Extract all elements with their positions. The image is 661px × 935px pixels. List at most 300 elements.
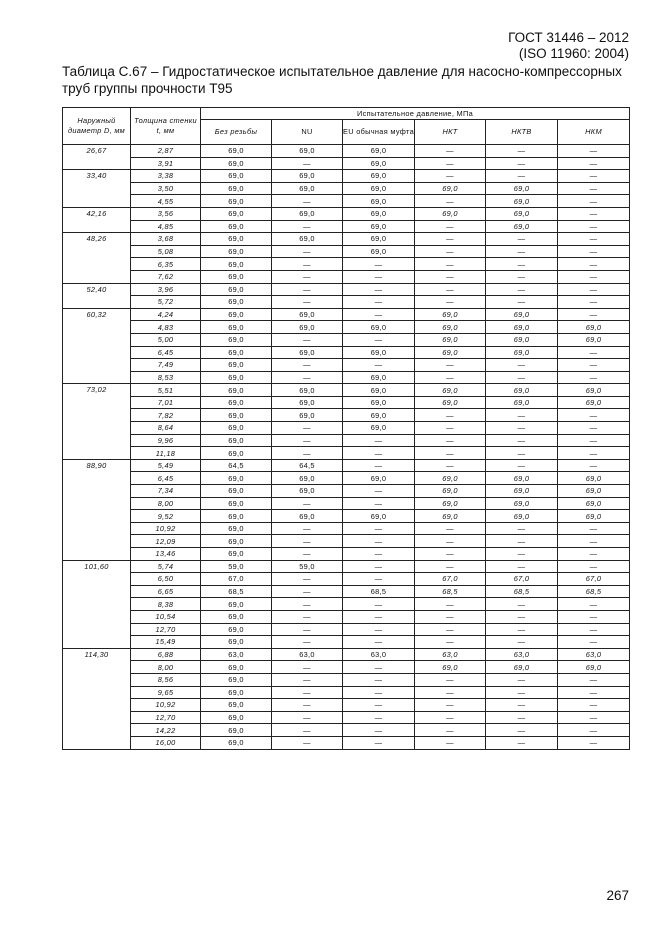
pressure-value-cell: —	[486, 157, 558, 170]
pressure-value-cell: 69,0	[201, 686, 272, 699]
table-row	[63, 548, 630, 561]
pressure-value-cell: 69,0	[201, 610, 272, 623]
pressure-value-cell: —	[343, 535, 415, 548]
outer-diameter-cell: 101,60	[63, 560, 131, 648]
table-title: Таблица С.67 – Гидростатическое испытательное давление для насосно-компрессорных труб группы прочности Т95	[62, 64, 622, 96]
pressure-value-cell: —	[558, 145, 630, 158]
pressure-value-cell: 69,0	[201, 258, 272, 271]
table-row	[63, 396, 630, 409]
pressure-value-cell: —	[486, 686, 558, 699]
wall-thickness-cell: 7,34	[131, 485, 201, 498]
table-row	[63, 422, 630, 435]
pressure-value-cell: —	[415, 623, 486, 636]
table-row	[63, 623, 630, 636]
pressure-value-cell: —	[343, 459, 415, 472]
pressure-value-cell: —	[343, 673, 415, 686]
pressure-value-cell: —	[415, 409, 486, 422]
pressure-value-cell: —	[415, 296, 486, 309]
pressure-value-cell: —	[415, 636, 486, 649]
pressure-value-cell: —	[486, 145, 558, 158]
pressure-value-cell: —	[486, 610, 558, 623]
pressure-value-cell: —	[558, 170, 630, 183]
wall-thickness-cell: 10,54	[131, 610, 201, 623]
table-row	[63, 485, 630, 498]
header-pressure-col: Без резьбы	[201, 120, 272, 145]
pressure-value-cell: 69,0	[201, 497, 272, 510]
pressure-value-cell: 69,0	[558, 497, 630, 510]
pressure-value-cell: —	[415, 736, 486, 749]
table-row	[63, 145, 630, 158]
pressure-value-cell: —	[343, 610, 415, 623]
pressure-value-cell: 69,0	[343, 409, 415, 422]
pressure-value-cell: 69,0	[201, 485, 272, 498]
pressure-value-cell: —	[415, 724, 486, 737]
pressure-value-cell: 69,0	[415, 661, 486, 674]
pressure-value-cell: —	[486, 296, 558, 309]
pressure-value-cell: —	[343, 434, 415, 447]
pressure-value-cell: 69,0	[201, 548, 272, 561]
pressure-value-cell: 69,0	[201, 182, 272, 195]
table-row	[63, 308, 630, 321]
iso-reference: (ISO 11960: 2004)	[518, 46, 629, 61]
header-pressure-col: НКМ	[558, 120, 630, 145]
pressure-value-cell: —	[272, 283, 343, 296]
table-row	[63, 195, 630, 208]
pressure-value-cell: —	[486, 258, 558, 271]
pressure-value-cell: —	[343, 296, 415, 309]
pressure-value-cell: —	[486, 623, 558, 636]
pressure-value-cell: —	[558, 636, 630, 649]
pressure-value-cell: —	[415, 673, 486, 686]
outer-diameter-cell: 52,40	[63, 283, 131, 308]
pressure-value-cell: 67,0	[558, 573, 630, 586]
table-row	[63, 510, 630, 523]
pressure-value-cell: —	[415, 699, 486, 712]
pressure-value-cell: 69,0	[201, 711, 272, 724]
pressure-value-cell: —	[343, 308, 415, 321]
pressure-value-cell: 69,0	[201, 472, 272, 485]
pressure-value-cell: —	[415, 434, 486, 447]
pressure-value-cell: 69,0	[272, 308, 343, 321]
pressure-value-cell: 69,0	[415, 384, 486, 397]
pressure-value-cell: —	[558, 434, 630, 447]
wall-thickness-cell: 4,83	[131, 321, 201, 334]
pressure-value-cell: —	[272, 699, 343, 712]
pressure-value-cell: —	[272, 195, 343, 208]
pressure-value-cell: 68,5	[415, 585, 486, 598]
table-row	[63, 207, 630, 220]
pressure-value-cell: 69,0	[201, 661, 272, 674]
pressure-value-cell: —	[486, 736, 558, 749]
pressure-value-cell: —	[486, 598, 558, 611]
pressure-value-cell: 59,0	[272, 560, 343, 573]
pressure-value-cell: —	[272, 585, 343, 598]
pressure-value-cell: 69,0	[201, 321, 272, 334]
pressure-value-cell: —	[558, 598, 630, 611]
pressure-value-cell: —	[272, 258, 343, 271]
pressure-value-cell: —	[486, 673, 558, 686]
pressure-value-cell: 69,0	[272, 182, 343, 195]
wall-thickness-cell: 8,56	[131, 673, 201, 686]
pressure-value-cell: —	[415, 233, 486, 246]
wall-thickness-cell: 13,46	[131, 548, 201, 561]
pressure-value-cell: 69,0	[272, 472, 343, 485]
pressure-value-cell: —	[415, 686, 486, 699]
pressure-value-cell: 69,0	[415, 346, 486, 359]
pressure-value-cell: —	[415, 371, 486, 384]
wall-thickness-cell: 4,85	[131, 220, 201, 233]
pressure-value-cell: —	[415, 145, 486, 158]
pressure-value-cell: —	[558, 182, 630, 195]
wall-thickness-cell: 10,92	[131, 522, 201, 535]
wall-thickness-cell: 6,35	[131, 258, 201, 271]
pressure-value-cell: —	[343, 497, 415, 510]
wall-thickness-cell: 7,82	[131, 409, 201, 422]
table-row	[63, 270, 630, 283]
pressure-value-cell: —	[486, 245, 558, 258]
table-row	[63, 724, 630, 737]
table-row	[63, 522, 630, 535]
pressure-value-cell: —	[486, 434, 558, 447]
table-row	[63, 610, 630, 623]
wall-thickness-cell: 8,53	[131, 371, 201, 384]
pressure-value-cell: 69,0	[343, 321, 415, 334]
pressure-value-cell: —	[415, 535, 486, 548]
pressure-value-cell: —	[272, 220, 343, 233]
wall-thickness-cell: 8,38	[131, 598, 201, 611]
pressure-value-cell: —	[272, 522, 343, 535]
table-row	[63, 434, 630, 447]
wall-thickness-cell: 3,38	[131, 170, 201, 183]
pressure-value-cell: 69,0	[201, 396, 272, 409]
pressure-value-cell: 69,0	[486, 346, 558, 359]
table-row	[63, 245, 630, 258]
table-row	[63, 497, 630, 510]
header-wall-thickness: Толщина стенки t, мм	[131, 108, 201, 145]
pressure-value-cell: —	[343, 485, 415, 498]
pressure-value-cell: —	[343, 661, 415, 674]
pressure-value-cell: 69,0	[272, 346, 343, 359]
pressure-value-cell: 69,0	[343, 195, 415, 208]
pressure-value-cell: —	[558, 736, 630, 749]
pressure-value-cell: 69,0	[486, 510, 558, 523]
pressure-value-cell: —	[272, 434, 343, 447]
pressure-value-cell: 69,0	[343, 472, 415, 485]
pressure-value-cell: —	[272, 673, 343, 686]
table-row	[63, 636, 630, 649]
pressure-value-cell: 69,0	[558, 396, 630, 409]
outer-diameter-cell: 42,16	[63, 207, 131, 232]
wall-thickness-cell: 3,56	[131, 207, 201, 220]
pressure-value-cell: —	[558, 270, 630, 283]
wall-thickness-cell: 8,00	[131, 497, 201, 510]
table-row	[63, 598, 630, 611]
pressure-value-cell: 69,0	[272, 145, 343, 158]
pressure-value-cell: 69,0	[343, 396, 415, 409]
pressure-value-cell: 69,0	[343, 245, 415, 258]
table-row	[63, 673, 630, 686]
pressure-table	[62, 107, 630, 750]
pressure-value-cell: —	[486, 724, 558, 737]
pressure-value-cell: 59,0	[201, 560, 272, 573]
pressure-value-cell: —	[415, 157, 486, 170]
pressure-value-cell: 69,0	[343, 145, 415, 158]
table-row	[63, 220, 630, 233]
pressure-value-cell: —	[558, 359, 630, 372]
pressure-value-cell: 69,0	[558, 510, 630, 523]
pressure-value-cell: —	[272, 497, 343, 510]
pressure-value-cell: 69,0	[486, 220, 558, 233]
pressure-value-cell: 69,0	[486, 396, 558, 409]
pressure-value-cell: —	[558, 258, 630, 271]
pressure-value-cell: 69,0	[415, 497, 486, 510]
pressure-value-cell: —	[558, 195, 630, 208]
page-number: 267	[606, 888, 629, 903]
wall-thickness-cell: 7,62	[131, 270, 201, 283]
header-outer-diameter: Наружный диаметр D, мм	[63, 108, 131, 145]
table-row	[63, 233, 630, 246]
pressure-value-cell: —	[486, 459, 558, 472]
pressure-value-cell: —	[486, 522, 558, 535]
pressure-value-cell: —	[558, 686, 630, 699]
pressure-value-cell: 67,0	[415, 573, 486, 586]
table-row	[63, 321, 630, 334]
pressure-value-cell: —	[415, 610, 486, 623]
table-row	[63, 560, 630, 573]
pressure-value-cell: 69,0	[343, 422, 415, 435]
pressure-value-cell: 69,0	[201, 724, 272, 737]
pressure-value-cell: —	[343, 270, 415, 283]
pressure-value-cell: —	[343, 598, 415, 611]
pressure-value-cell: —	[415, 598, 486, 611]
pressure-value-cell: 67,0	[486, 573, 558, 586]
table-row	[63, 648, 630, 661]
wall-thickness-cell: 2,87	[131, 145, 201, 158]
pressure-value-cell: —	[272, 157, 343, 170]
pressure-value-cell: —	[415, 711, 486, 724]
pressure-value-cell: —	[486, 711, 558, 724]
pressure-value-cell: 69,0	[343, 207, 415, 220]
outer-diameter-cell: 73,02	[63, 384, 131, 460]
pressure-value-cell: —	[558, 459, 630, 472]
pressure-value-cell: —	[272, 535, 343, 548]
pressure-value-cell: —	[272, 270, 343, 283]
pressure-value-cell: 69,0	[201, 233, 272, 246]
table-row	[63, 170, 630, 183]
table-row	[63, 459, 630, 472]
pressure-value-cell: 69,0	[201, 422, 272, 435]
pressure-value-cell: 64,5	[201, 459, 272, 472]
header-pressure-col: НКТВ	[486, 120, 558, 145]
pressure-value-cell: 69,0	[201, 598, 272, 611]
pressure-value-cell: 69,0	[343, 157, 415, 170]
pressure-value-cell: 69,0	[558, 661, 630, 674]
pressure-value-cell: —	[486, 560, 558, 573]
pressure-value-cell: —	[343, 623, 415, 636]
pressure-value-cell: 69,0	[486, 321, 558, 334]
pressure-value-cell: 69,0	[272, 384, 343, 397]
table-row	[63, 346, 630, 359]
pressure-value-cell: 69,0	[201, 346, 272, 359]
pressure-value-cell: —	[415, 258, 486, 271]
pressure-value-cell: 69,0	[415, 510, 486, 523]
wall-thickness-cell: 14,22	[131, 724, 201, 737]
pressure-value-cell: 69,0	[486, 182, 558, 195]
wall-thickness-cell: 5,00	[131, 333, 201, 346]
pressure-value-cell: —	[415, 422, 486, 435]
wall-thickness-cell: 16,00	[131, 736, 201, 749]
table-row	[63, 409, 630, 422]
pressure-value-cell: 63,0	[201, 648, 272, 661]
pressure-value-cell: —	[272, 661, 343, 674]
wall-thickness-cell: 4,55	[131, 195, 201, 208]
pressure-value-cell: —	[486, 170, 558, 183]
pressure-value-cell: —	[558, 522, 630, 535]
table-row	[63, 585, 630, 598]
pressure-value-cell: —	[486, 636, 558, 649]
pressure-value-cell: —	[343, 573, 415, 586]
table-row	[63, 283, 630, 296]
pressure-value-cell: —	[415, 270, 486, 283]
pressure-value-cell: —	[272, 598, 343, 611]
pressure-value-cell: 69,0	[486, 485, 558, 498]
pressure-value-cell: 69,0	[201, 384, 272, 397]
pressure-value-cell: 69,0	[486, 308, 558, 321]
wall-thickness-cell: 10,92	[131, 699, 201, 712]
pressure-value-cell: 69,0	[201, 623, 272, 636]
pressure-value-cell: —	[558, 409, 630, 422]
wall-thickness-cell: 6,65	[131, 585, 201, 598]
pressure-value-cell: 68,5	[343, 585, 415, 598]
outer-diameter-cell: 114,30	[63, 648, 131, 749]
table-row	[63, 447, 630, 460]
pressure-value-cell: —	[272, 724, 343, 737]
pressure-value-cell: 69,0	[201, 434, 272, 447]
pressure-value-cell: —	[343, 447, 415, 460]
pressure-value-cell: 69,0	[558, 485, 630, 498]
pressure-value-cell: 67,0	[201, 573, 272, 586]
table-row	[63, 686, 630, 699]
pressure-value-cell: —	[558, 220, 630, 233]
pressure-value-cell: 69,0	[201, 359, 272, 372]
wall-thickness-cell: 15,49	[131, 636, 201, 649]
wall-thickness-cell: 5,49	[131, 459, 201, 472]
pressure-value-cell: —	[272, 245, 343, 258]
pressure-value-cell: 69,0	[343, 384, 415, 397]
pressure-value-cell: —	[272, 447, 343, 460]
wall-thickness-cell: 12,09	[131, 535, 201, 548]
pressure-value-cell: 64,5	[272, 459, 343, 472]
pressure-value-cell: 69,0	[415, 396, 486, 409]
pressure-value-cell: —	[486, 548, 558, 561]
pressure-value-cell: 69,0	[415, 182, 486, 195]
pressure-value-cell: 69,0	[201, 447, 272, 460]
pressure-value-cell: —	[272, 359, 343, 372]
pressure-value-cell: —	[558, 245, 630, 258]
pressure-value-cell: 69,0	[201, 207, 272, 220]
pressure-value-cell: 69,0	[201, 409, 272, 422]
pressure-value-cell: 69,0	[343, 233, 415, 246]
pressure-value-cell: —	[486, 283, 558, 296]
outer-diameter-cell: 48,26	[63, 233, 131, 283]
pressure-value-cell: 69,0	[272, 233, 343, 246]
pressure-value-cell: 69,0	[272, 510, 343, 523]
pressure-value-cell: —	[272, 371, 343, 384]
pressure-value-cell: —	[272, 610, 343, 623]
wall-thickness-cell: 6,45	[131, 346, 201, 359]
table-row	[63, 711, 630, 724]
pressure-value-cell: 69,0	[486, 333, 558, 346]
pressure-value-cell: —	[272, 623, 343, 636]
table-row	[63, 182, 630, 195]
pressure-value-cell: 63,0	[343, 648, 415, 661]
pressure-value-cell: 69,0	[486, 207, 558, 220]
pressure-value-cell: 68,5	[558, 585, 630, 598]
pressure-value-cell: —	[343, 548, 415, 561]
pressure-value-cell: 63,0	[486, 648, 558, 661]
wall-thickness-cell: 3,91	[131, 157, 201, 170]
pressure-value-cell: —	[558, 610, 630, 623]
header-pressure-group: Испытательное давление, МПа	[201, 108, 630, 120]
wall-thickness-cell: 12,70	[131, 711, 201, 724]
pressure-value-cell: —	[558, 711, 630, 724]
table-row	[63, 258, 630, 271]
pressure-value-cell: 69,0	[272, 485, 343, 498]
wall-thickness-cell: 6,88	[131, 648, 201, 661]
pressure-value-cell: —	[343, 711, 415, 724]
pressure-value-cell: —	[486, 270, 558, 283]
pressure-value-cell: 69,0	[201, 673, 272, 686]
pressure-value-cell: —	[558, 560, 630, 573]
pressure-value-cell: —	[558, 447, 630, 460]
pressure-value-cell: 69,0	[201, 522, 272, 535]
pressure-value-cell: 69,0	[343, 510, 415, 523]
table-body	[63, 145, 630, 750]
pressure-value-cell: 69,0	[343, 182, 415, 195]
pressure-value-cell: 69,0	[486, 497, 558, 510]
wall-thickness-cell: 5,74	[131, 560, 201, 573]
outer-diameter-cell: 33,40	[63, 170, 131, 208]
wall-thickness-cell: 3,68	[131, 233, 201, 246]
pressure-value-cell: 69,0	[486, 384, 558, 397]
standard-code: ГОСТ 31446 – 2012	[508, 30, 629, 45]
pressure-value-cell: 69,0	[415, 472, 486, 485]
pressure-value-cell: 69,0	[201, 157, 272, 170]
pressure-value-cell: 69,0	[486, 472, 558, 485]
pressure-value-cell: 69,0	[201, 170, 272, 183]
outer-diameter-cell: 60,32	[63, 308, 131, 384]
wall-thickness-cell: 6,45	[131, 472, 201, 485]
pressure-value-cell: —	[415, 447, 486, 460]
wall-thickness-cell: 7,49	[131, 359, 201, 372]
pressure-value-cell: —	[415, 459, 486, 472]
pressure-value-cell: —	[558, 699, 630, 712]
pressure-value-cell: —	[486, 535, 558, 548]
table-row	[63, 699, 630, 712]
wall-thickness-cell: 9,96	[131, 434, 201, 447]
pressure-value-cell: 69,0	[201, 245, 272, 258]
pressure-value-cell: —	[558, 346, 630, 359]
pressure-value-cell: —	[272, 736, 343, 749]
pressure-value-cell: —	[486, 447, 558, 460]
pressure-value-cell: —	[272, 422, 343, 435]
pressure-value-cell: 69,0	[558, 472, 630, 485]
pressure-value-cell: —	[558, 371, 630, 384]
pressure-value-cell: —	[415, 560, 486, 573]
pressure-value-cell: —	[415, 220, 486, 233]
wall-thickness-cell: 9,65	[131, 686, 201, 699]
pressure-value-cell: —	[486, 409, 558, 422]
